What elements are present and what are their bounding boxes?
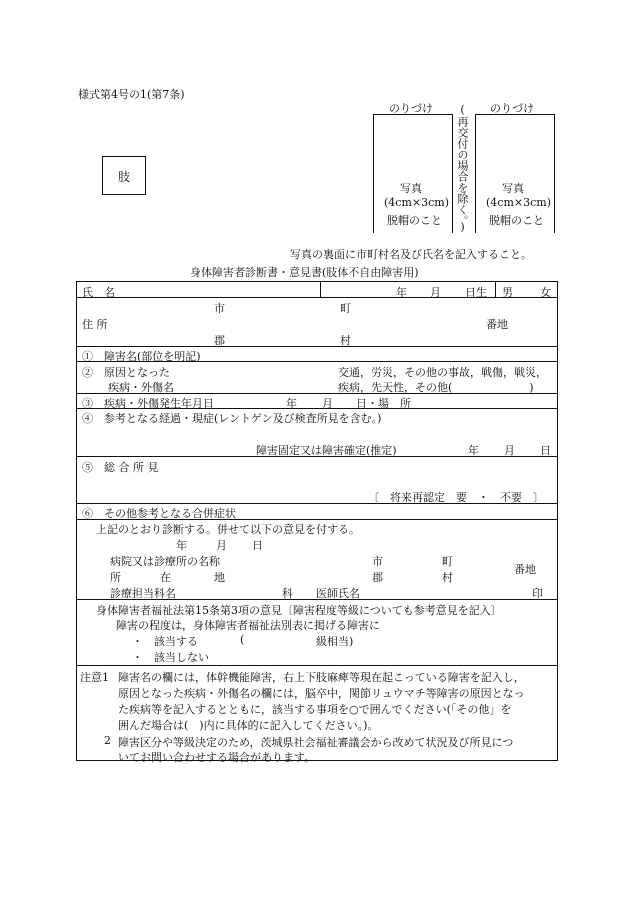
onset-date-label: ③ 疾病・外傷発生年月日 [82,397,214,410]
note-2-line: 障害区分や等級決定のため，茨城県社会福祉審議会から改めて状況及び所見につ [118,736,514,749]
name-col-divider [320,281,321,297]
form-id: 様式第4号の1(第7条) [78,88,185,101]
reexam-options: 〔 将来再認定 要 ・ 不要 〕 [368,491,544,504]
disability-name-label: ① 障害名(部位を明記) [82,350,201,363]
photo-left-line: (4cm×3cm) [384,196,449,209]
birth-day: 日生 [465,286,487,299]
addr-village: 村 [340,334,351,347]
sex-female: 女 [540,286,551,299]
history-label: ④ 参考となる経過・現症(レントゲン及び検査所見を含む。) [82,412,382,425]
opinion-degree: 障害の程度は，身体障害者福祉法別表に掲げる障害に [116,619,380,632]
doctor-name-label: 医師氏名 [316,587,360,600]
photo-border [452,114,453,233]
note-1-line: 障害名の欄には，体幹機能障害，右上下肢麻痺等現在起こっている障害を記入し， [118,671,525,684]
addr-banchi: 番地 [486,318,508,331]
fixation-day: 日 [540,444,551,457]
hosp-gun: 郡 [372,571,383,584]
diag-year: 年 [176,539,187,552]
opinion-applicable: 該当する [154,635,198,648]
addr-gun: 郡 [214,334,225,347]
dept-label: 診療担当科名 [110,587,176,600]
diag-day: 日 [252,539,263,552]
opinion-not-applicable: 該当しない [154,651,209,664]
cause-label: ② 原因となった [82,366,170,379]
opinion-title: 身体障害者福祉法第15条第3項の意見〔障害程度等級についても参考意見を記入〕 [96,604,502,617]
address-char: 所 [110,571,121,584]
cause-options-2: 疾病，先天性，その他( ) [338,381,534,394]
fixation-month: 月 [504,444,515,457]
cause-label-2: 疾病・外傷名 [108,381,174,394]
sex-male: 男 [502,286,513,299]
hosp-town: 町 [442,555,453,568]
dept-ka: 科 [282,587,293,600]
hosp-city: 市 [372,555,383,568]
photo-left-line: 写真 [400,182,422,195]
opinion-bullet: ・ [132,635,143,648]
note-1-line: た疾病等を記入するとともに，該当する事項を○で囲んでください(「その他」を [118,703,512,716]
opinion-paren: ( [240,633,245,646]
complications-label: ⑥ その他参考となる合併症状 [82,507,236,520]
overall-findings-label: ⑤ 総 合 所 見 [82,461,159,474]
hospital-name-label: 病院又は診療所の名称 [110,555,220,568]
photo-right-line: (4cm×3cm) [486,196,551,209]
birth-year: 年 [396,286,407,299]
address-char: 在 [160,571,171,584]
diagnosis-statement: 上記のとおり診断する。併せて以下の意見を付する。 [96,523,360,536]
addr-city: 市 [214,302,225,315]
diag-month: 月 [216,539,227,552]
opinion-bullet: ・ [132,651,143,664]
addr-town: 町 [340,302,351,315]
cause-options-1: 交通，労災，その他の事故，戦傷，戦災， [338,366,547,379]
photo-border [475,114,476,233]
note-1-line: 囲んだ場合は( )内に具体的に記入してください。)。 [118,719,379,732]
photo-back-note: 写真の裏面に市町村名及び氏名を記入すること。 [290,248,532,261]
note-2-label: 2 [104,734,111,747]
photo-border [554,114,555,233]
birth-month: 月 [430,286,441,299]
note-1-line: 原因となった疾病・外傷名の欄には，脳卒中，関節リュウマチ等障害の原因となっ [118,687,525,700]
photo-left-line: 脱帽のこと [387,214,442,227]
fixation-year: 年 [468,444,479,457]
glue-label-right: のりづけ [490,102,534,115]
reissue-note: (再交付の場合を除く。) [456,103,469,234]
name-label: 氏 名 [82,286,115,299]
opinion-grade: 級相当) [316,635,354,648]
onset-day-place: 日・場 所 [356,397,411,410]
address-char: 地 [214,571,225,584]
name-col-divider [495,281,496,297]
addr-label: 住 所 [82,318,108,331]
note-2-line: いてお問い合わせする場合があります。 [118,751,316,764]
glue-label-left: のりづけ [389,102,433,115]
seal-mark: 印 [532,587,543,600]
note-1-label: 注意1 [80,671,109,684]
limb-mark: 肢 [118,170,131,184]
onset-month: 月 [322,397,333,410]
onset-year: 年 [286,397,297,410]
row-divider [76,665,558,666]
row-divider [76,346,558,347]
hosp-village: 村 [442,571,453,584]
fixation-label: 障害固定又は障害確定(推定) [256,444,397,457]
form-title: 身体障害者診断書・意見書(肢体不自由障害用) [190,266,419,279]
photo-right-line: 脱帽のこと [489,214,544,227]
hosp-banchi: 番地 [514,563,536,576]
photo-right-line: 写真 [502,182,524,195]
photo-border [373,114,374,233]
